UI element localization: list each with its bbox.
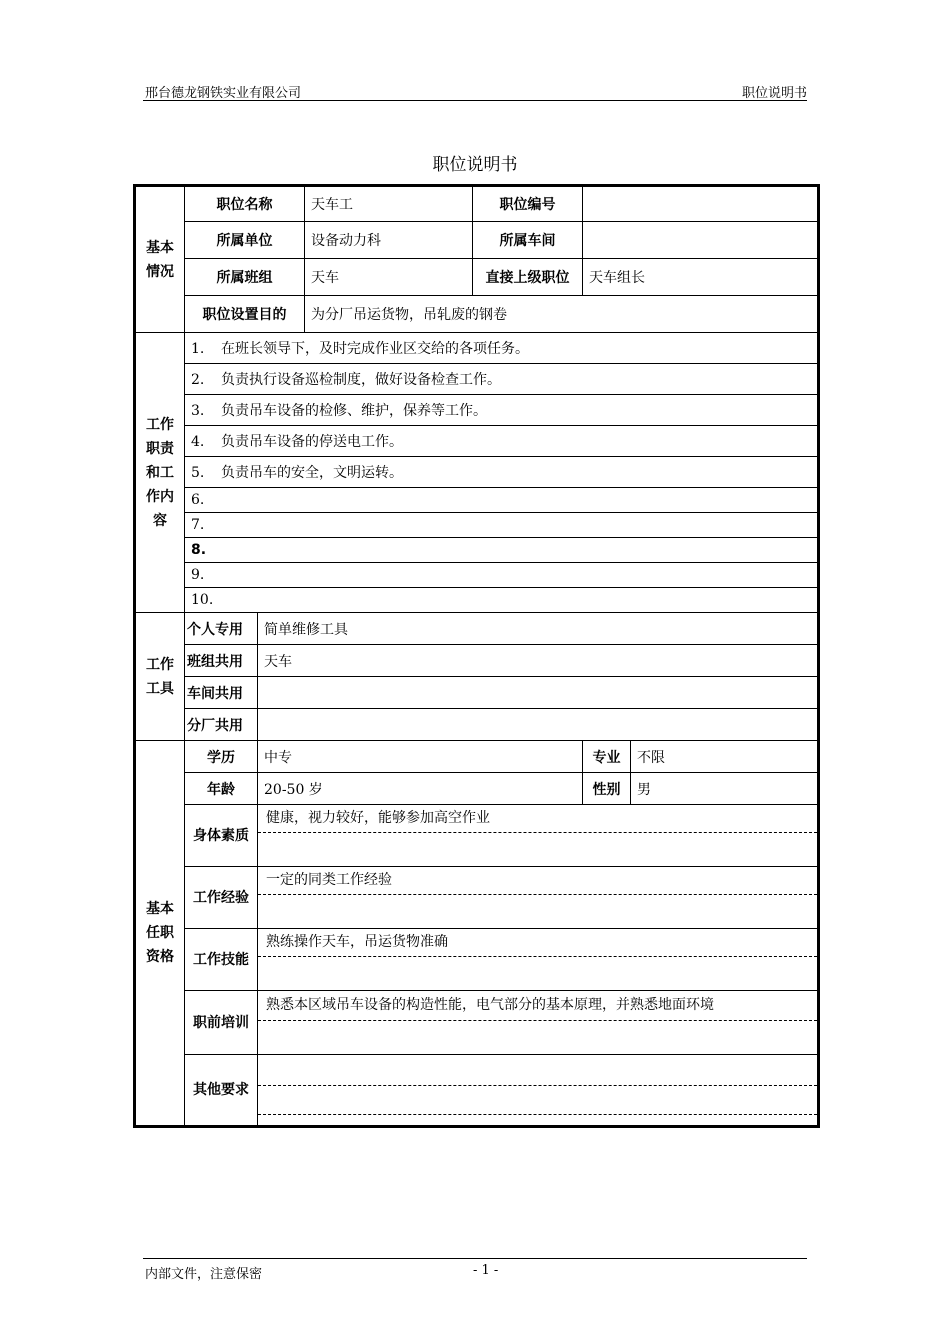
tool-label: 车间共用 (185, 677, 258, 709)
superior-value: 天车组长 (583, 259, 819, 296)
duty-item: 3. 负责吊车设备的检修、维护，保养等工作。 (185, 395, 819, 426)
duty-item: 1. 在班长领导下，及时完成作业区交给的各项任务。 (185, 333, 819, 364)
duty-item: 10. (185, 588, 819, 613)
gender-value: 男 (631, 773, 819, 805)
purpose-label: 职位设置目的 (185, 296, 305, 333)
job-name-label: 职位名称 (185, 186, 305, 222)
workshop-label: 所属车间 (473, 222, 583, 259)
duty-item: 5. 负责吊车的安全，文明运转。 (185, 457, 819, 488)
job-description-table (133, 184, 820, 1128)
superior-label: 直接上级职位 (473, 259, 583, 296)
skills-label: 工作技能 (185, 929, 258, 991)
other-value (258, 1055, 819, 1127)
job-code-value (583, 186, 819, 222)
major-value: 不限 (631, 741, 819, 773)
tool-value (258, 677, 819, 709)
other-label: 其他要求 (185, 1055, 258, 1127)
experience-value: 一定的同类工作经验 (258, 867, 819, 929)
workshop-value (583, 222, 819, 259)
tool-label: 个人专用 (185, 613, 258, 645)
skills-value: 熟练操作天车，吊运货物准确 (258, 929, 819, 991)
education-label: 学历 (185, 741, 258, 773)
section-duties: 工作职责和工作内容 (135, 333, 185, 613)
gender-label: 性别 (583, 773, 631, 805)
purpose-value: 为分厂吊运货物，吊轧废的钢卷 (305, 296, 819, 333)
header-doc-type: 职位说明书 (741, 86, 807, 101)
unit-label: 所属单位 (185, 222, 305, 259)
confidential-note: 内部文件，注意保密 (145, 1267, 263, 1282)
tool-label: 班组共用 (185, 645, 258, 677)
training-label: 职前培训 (185, 991, 258, 1055)
page-number: - 1 - (473, 1263, 499, 1278)
tool-label: 分厂共用 (185, 709, 258, 741)
page-title: 职位说明书 (432, 155, 518, 175)
training-value: 熟悉本区域吊车设备的构造性能，电气部分的基本原理，并熟悉地面环境 (258, 991, 819, 1055)
page-header (143, 82, 807, 101)
section-qualifications: 基本任职资格 (135, 741, 185, 1127)
tool-value: 天车 (258, 645, 819, 677)
tool-value (258, 709, 819, 741)
major-label: 专业 (583, 741, 631, 773)
duty-item: 9. (185, 563, 819, 588)
company-name: 邢台德龙钢铁实业有限公司 (145, 86, 302, 101)
team-label: 所属班组 (185, 259, 305, 296)
section-tools: 工作工具 (135, 613, 185, 741)
age-value: 20-50 岁 (258, 773, 583, 805)
duty-item: 8. (185, 538, 819, 563)
education-value: 中专 (258, 741, 583, 773)
physical-value: 健康，视力较好，能够参加高空作业 (258, 805, 819, 867)
unit-value: 设备动力科 (305, 222, 473, 259)
section-basic-info: 基本情况 (135, 186, 185, 333)
duty-item: 4. 负责吊车设备的停送电工作。 (185, 426, 819, 457)
duty-item: 7. (185, 513, 819, 538)
duty-item: 2. 负责执行设备巡检制度，做好设备检查工作。 (185, 364, 819, 395)
page-footer (143, 1258, 807, 1282)
job-name-value: 天车工 (305, 186, 473, 222)
physical-label: 身体素质 (185, 805, 258, 867)
experience-label: 工作经验 (185, 867, 258, 929)
job-code-label: 职位编号 (473, 186, 583, 222)
age-label: 年龄 (185, 773, 258, 805)
duty-item: 6. (185, 488, 819, 513)
tool-value: 简单维修工具 (258, 613, 819, 645)
team-value: 天车 (305, 259, 473, 296)
